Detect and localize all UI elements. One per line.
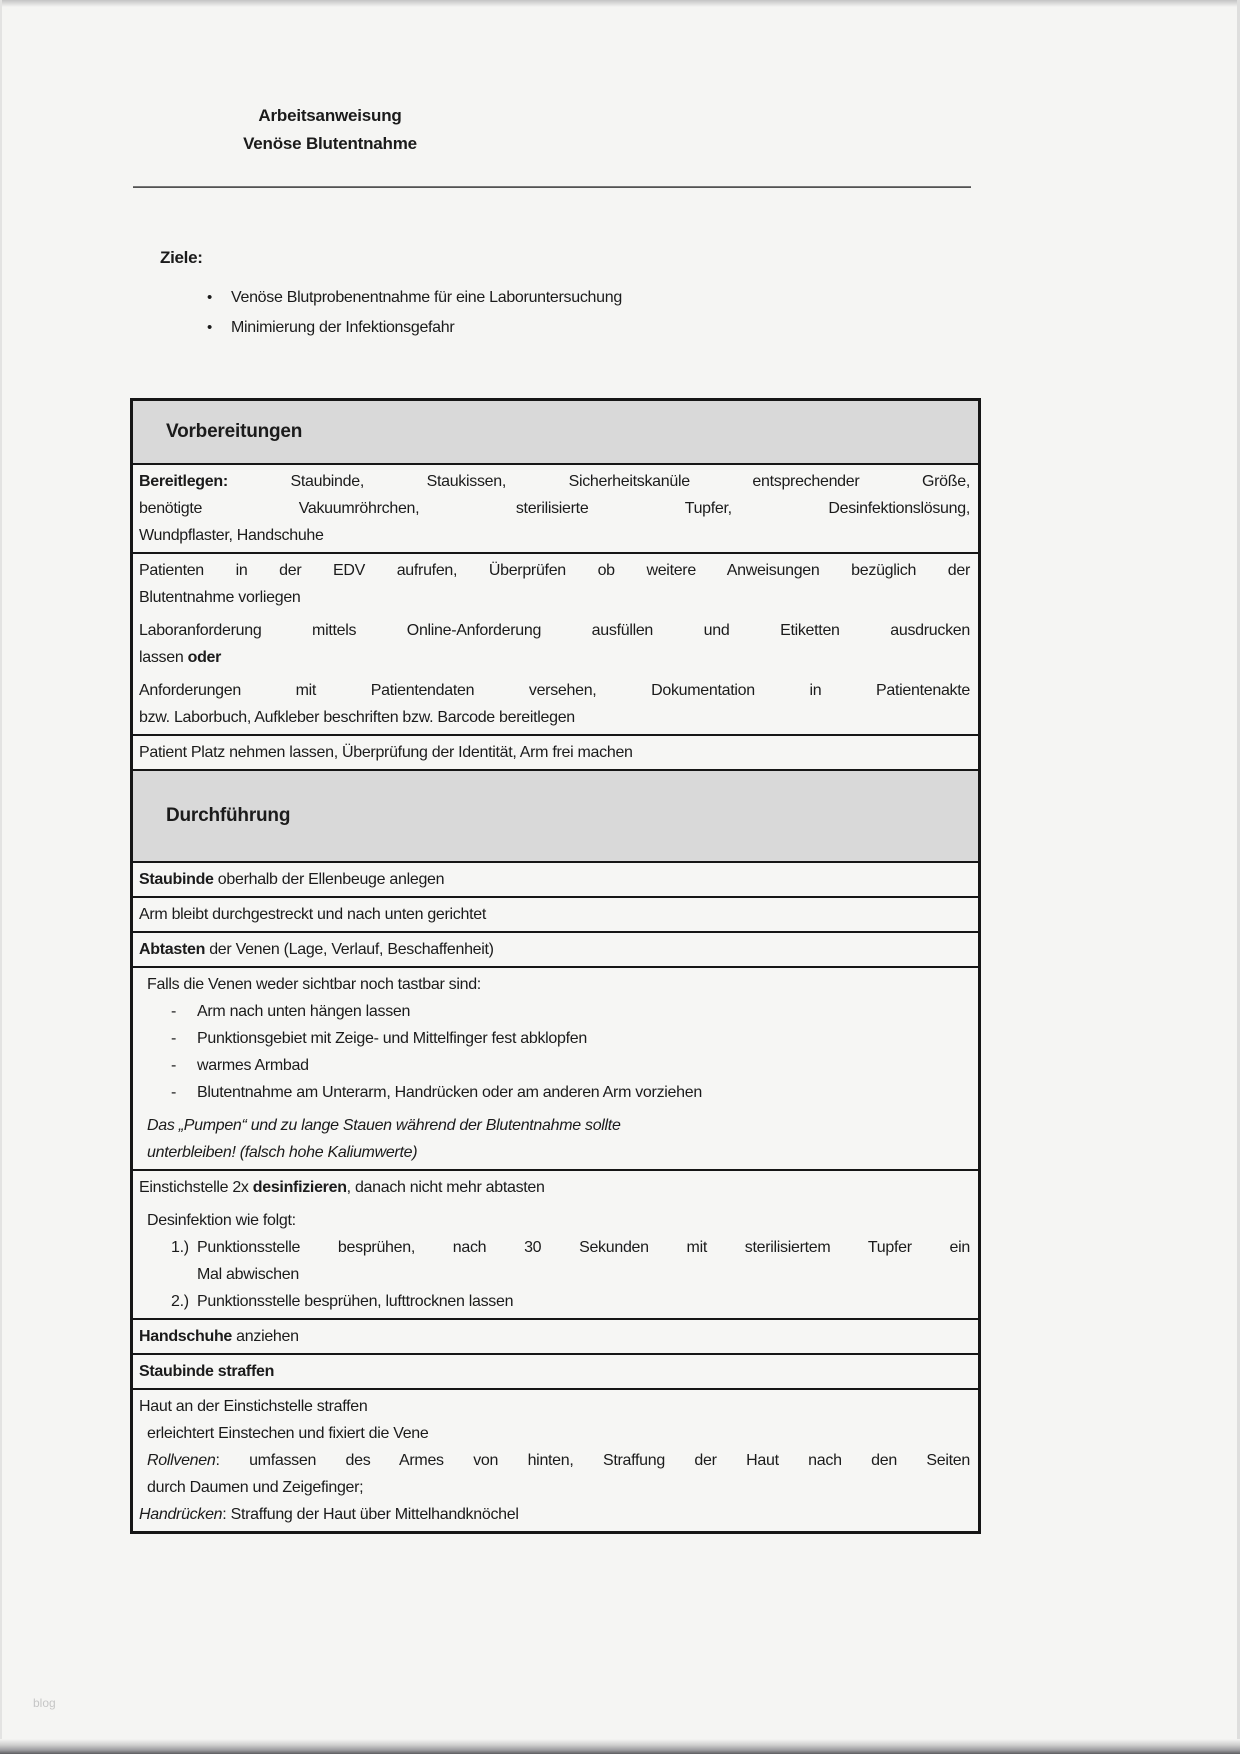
document-title bbox=[130, 102, 530, 158]
table-row bbox=[133, 1390, 978, 1531]
text-segment: lassen bbox=[139, 649, 188, 666]
table-row bbox=[133, 863, 978, 898]
text-segment: benötigte Vakuumröhrchen, sterilisierte Tupfer, Desinfektionslösung, bbox=[139, 500, 970, 517]
list-marker: - bbox=[171, 1003, 177, 1020]
text-line bbox=[133, 936, 978, 963]
bullet-icon: • bbox=[207, 319, 212, 336]
text-line bbox=[133, 617, 978, 644]
text-segment: Laboranforderung mittels Online-Anforderung ausfüllen und Etiketten ausdrucken bbox=[139, 622, 970, 639]
text-segment: Patient Platz nehmen lassen, Überprüfung der Identität, Arm frei machen bbox=[139, 744, 633, 761]
list-marker: - bbox=[171, 1057, 177, 1074]
text-segment: Patienten in der EDV aufrufen, Überprüfen ob weitere Anweisungen bezüglich der bbox=[139, 562, 970, 579]
text-segment: anziehen bbox=[232, 1328, 299, 1345]
section-header: Durchführung bbox=[133, 771, 978, 863]
text-segment: Staubinde bbox=[139, 871, 214, 888]
text-segment: Blutentnahme am Unterarm, Handrücken oder am anderen Arm vorziehen bbox=[197, 1084, 702, 1101]
text-segment: oder bbox=[187, 649, 222, 666]
text-line bbox=[133, 901, 978, 928]
text-segment: Falls die Venen weder sichtbar noch tastbar sind: bbox=[147, 976, 481, 993]
text-segment: unterbleiben! (falsch hohe Kaliumwerte) bbox=[147, 1144, 418, 1161]
scan-edge-top bbox=[0, 0, 1240, 7]
goals-list bbox=[207, 283, 622, 343]
text-line bbox=[133, 1079, 978, 1106]
table-row bbox=[133, 554, 978, 736]
text-segment: Das „Pumpen“ und zu lange Stauen während der Blutentnahme sollte bbox=[147, 1117, 621, 1134]
goals-heading: Ziele: bbox=[160, 248, 203, 267]
list-marker: - bbox=[171, 1030, 177, 1047]
text-segment: der Venen (Lage, Verlauf, Beschaffenheit) bbox=[205, 941, 494, 958]
text-segment: Haut an der Einstichstelle straffen bbox=[139, 1398, 368, 1415]
goal-item bbox=[207, 283, 622, 313]
table-row bbox=[133, 465, 978, 554]
text-line bbox=[133, 495, 978, 522]
text-segment: Bereitlegen: bbox=[139, 473, 228, 490]
text-segment: desinfizieren bbox=[252, 1179, 347, 1196]
text-line bbox=[133, 644, 978, 671]
text-segment: durch Daumen und Zeigefinger; bbox=[147, 1479, 364, 1496]
text-segment: oberhalb der Ellenbeuge anlegen bbox=[213, 871, 445, 888]
text-line bbox=[133, 1207, 978, 1234]
text-segment: Handrücken bbox=[139, 1506, 223, 1523]
table-section bbox=[133, 401, 978, 771]
text-line bbox=[133, 557, 978, 584]
text-line bbox=[133, 1323, 978, 1350]
text-segment: Staubinde straffen bbox=[139, 1363, 275, 1380]
text-segment: Rollvenen bbox=[147, 1452, 216, 1469]
text-line bbox=[133, 1112, 978, 1139]
text-line bbox=[133, 1420, 978, 1447]
text-segment: Blutentnahme vorliegen bbox=[139, 589, 301, 606]
text-segment: erleichtert Einstechen und fixiert die Vene bbox=[147, 1425, 429, 1442]
text-segment: , danach nicht mehr abtasten bbox=[346, 1179, 545, 1196]
text-line bbox=[133, 998, 978, 1025]
text-line bbox=[133, 1393, 978, 1420]
text-segment: Punktionsstelle besprühen, lufttrocknen lassen bbox=[197, 1293, 514, 1310]
text-segment: Anforderungen mit Patientendaten versehen, Dokumentation in Patientenakte bbox=[139, 682, 970, 699]
text-line bbox=[133, 522, 978, 549]
text-segment: Staubinde, Staukissen, Sicherheitskanüle entsprechender Größe, bbox=[227, 473, 970, 490]
table-row bbox=[133, 1171, 978, 1320]
document-title-line2: Venöse Blutentnahme bbox=[243, 134, 417, 153]
scan-edge-left bbox=[0, 0, 2, 1754]
text-line bbox=[133, 704, 978, 731]
text-segment: Arm bleibt durchgestreckt und nach unten gerichtet bbox=[139, 906, 486, 923]
text-line bbox=[133, 1501, 978, 1528]
text-segment: Einstichstelle 2x bbox=[139, 1179, 253, 1196]
text-line bbox=[133, 1288, 978, 1315]
text-segment: Desinfektion wie folgt: bbox=[147, 1212, 296, 1229]
table-row bbox=[133, 933, 978, 968]
text-line bbox=[133, 1474, 978, 1501]
text-line bbox=[133, 866, 978, 893]
goal-text: Venöse Blutprobenentnahme für eine Laboruntersuchung bbox=[231, 289, 622, 306]
goal-text: Minimierung der Infektionsgefahr bbox=[231, 319, 455, 336]
table-row bbox=[133, 898, 978, 933]
goal-item bbox=[207, 313, 622, 343]
text-line bbox=[133, 1447, 978, 1474]
text-line bbox=[133, 677, 978, 704]
table-row bbox=[133, 1355, 978, 1390]
text-segment: Mal abwischen bbox=[197, 1266, 299, 1283]
title-divider bbox=[133, 186, 971, 188]
text-segment: Punktionsstelle besprühen, nach 30 Sekunden mit sterilisiertem Tupfer ein bbox=[197, 1239, 970, 1256]
text-line bbox=[133, 971, 978, 998]
text-line bbox=[133, 1261, 978, 1288]
text-segment: Abtasten bbox=[139, 941, 206, 958]
text-segment: warmes Armbad bbox=[197, 1057, 309, 1074]
section-header: Vorbereitungen bbox=[133, 401, 978, 465]
table-section bbox=[133, 771, 978, 1531]
page-bottom-bar bbox=[0, 1739, 1240, 1754]
table-row bbox=[133, 968, 978, 1171]
text-segment: bzw. Laborbuch, Aufkleber beschriften bzw. Barcode bereitlegen bbox=[139, 709, 575, 726]
list-marker: - bbox=[171, 1084, 177, 1101]
text-segment: Arm nach unten hängen lassen bbox=[197, 1003, 411, 1020]
text-segment: Wundpflaster, Handschuhe bbox=[139, 527, 324, 544]
instruction-table bbox=[130, 398, 981, 1534]
list-marker: 1.) bbox=[171, 1239, 189, 1256]
text-line bbox=[133, 739, 978, 766]
bullet-icon: • bbox=[207, 289, 212, 306]
watermark-text: blog bbox=[33, 1696, 56, 1710]
text-line bbox=[133, 1025, 978, 1052]
table-row bbox=[133, 736, 978, 771]
text-line bbox=[133, 1174, 978, 1201]
text-line bbox=[133, 468, 978, 495]
text-line bbox=[133, 1139, 978, 1166]
text-line bbox=[133, 1234, 978, 1261]
text-line bbox=[133, 584, 978, 611]
text-segment: Punktionsgebiet mit Zeige- und Mittelfinger fest abklopfen bbox=[197, 1030, 587, 1047]
list-marker: 2.) bbox=[171, 1293, 189, 1310]
text-segment: : umfassen des Armes von hinten, Straffung der Haut nach den Seiten bbox=[215, 1452, 970, 1469]
text-segment: : Straffung der Haut über Mittelhandknöchel bbox=[222, 1506, 519, 1523]
text-line bbox=[133, 1358, 978, 1385]
text-line bbox=[133, 1052, 978, 1079]
document-title-line1: Arbeitsanweisung bbox=[258, 106, 402, 125]
text-segment: Handschuhe bbox=[139, 1328, 233, 1345]
table-row bbox=[133, 1320, 978, 1355]
